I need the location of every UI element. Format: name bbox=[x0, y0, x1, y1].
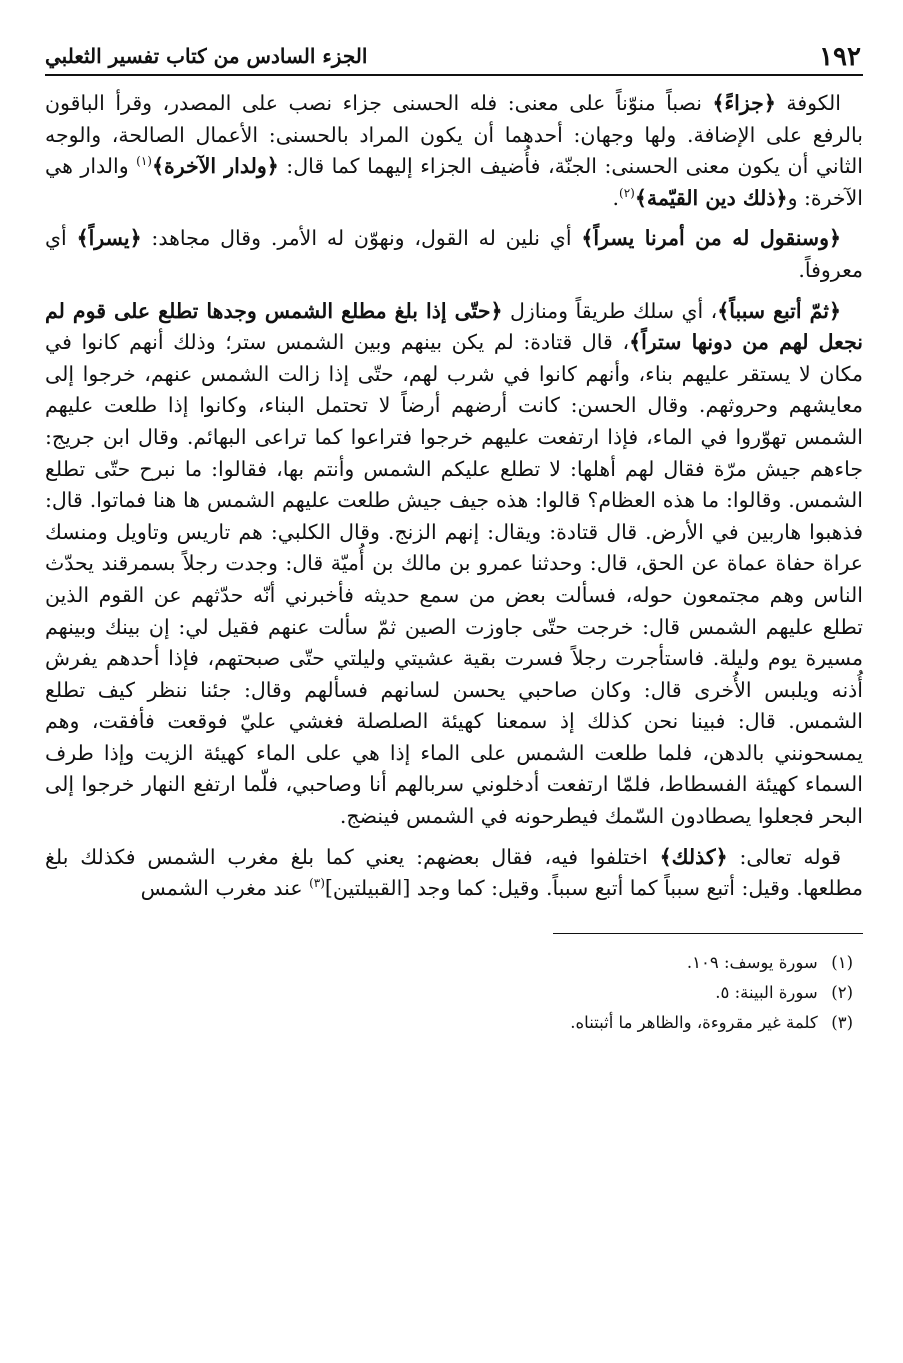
paragraph bbox=[45, 223, 863, 286]
quran-quote: ﴿وسنقول له من أمرنا يسراً﴾ bbox=[581, 226, 841, 251]
text-run: أي معروفاً. bbox=[45, 226, 863, 282]
footnote-number: (١) bbox=[831, 952, 853, 972]
quran-quote: ﴿يسراً﴾ bbox=[76, 226, 142, 251]
footnote-reference: (٣) bbox=[309, 876, 325, 891]
footnote-number: (٣) bbox=[831, 1012, 853, 1032]
text-run: ، قال قتادة: لم يكن بينهم وبين الشمس ستر؛ وذلك أنهم كانوا في مكان لا يستقر عليهم بناء، وأنهم كانوا في شرب لهم، حتّى إذا زالت الشمس عنهم، خرجوا إلى معايشهم وحروثهم. وقال الحسن: كانت أرضهم أرضاً لا تحتمل البناء، وكانوا إذا طلعت عليهم الشمس تهوّروا في الماء، فإذا ارتفعت عليهم خرجوا فتراعوا كما تراعى البهائم. وقال ابن جريج: جاءهم جيش مرّة فقال لهم أهلها: لا تطلع عليكم الشمس وأنتم بها، فقالوا: ما نبرح حتّى تطلع الشمس. وقالوا: ما هذه العظام؟ قالوا: هذه جيف جيش طلعت عليهم الشمس ها هنا فماتوا. قال: فذهبوا هاربين في الأرض. قال قتادة: ويقال: إنهم الزنج. وقال الكلبي: هم تاريس وتاويل ومنسك عراة حفاة عماة عن الحق، قال: وحدثنا عمرو بن مالك بن أُميّة قال: وجدت رجلاً بسمرقند يحدّث الناس وهم مجتمعون حوله، فسألت بعض من سمع حديثه فأخبرني أنّه حدّثهم عن القوم الذين تطلع عليهم الشمس قال: خرجت حتّى جاوزت الصين ثمّ سألت عنهم فقيل لي: إن بينك وبينهم مسيرة يوم وليلة. فاستأجرت رجلاً فسرت بقية عشيتي وليلتي حتّى صبحتهم، فإذا أحدهم يفرش أُذنه ويلبس الأُخرى قال: وكان صاحبي يحسن لسانهم فسألهم وقال: جئنا ننظر كيف تطلع الشمس. قال: فبينا نحن كذلك إذ سمعنا كهيئة الصلصلة فغشي عليّ فوقعت فأفقت، وهم يمسحونني بالدهن، فلما طلعت الشمس على الماء إذا هي على الماء كهيئة الزيت وإذا طرف السماء كهيئة الفسطاط، فلمّا ارتفعت أدخلوني سربالهم أنا وصاحبي، فلّما ارتفع النهار خرجوا إلى البحر فجعلوا يصطادون السّمك فيطرحونه في الشمس فينضج. bbox=[45, 330, 863, 829]
quran-quote: ﴿جزاءً﴾ bbox=[712, 91, 776, 115]
page-number: ١٩٢ bbox=[819, 42, 861, 72]
text-run: الكوفة bbox=[775, 91, 841, 115]
footnote bbox=[45, 948, 863, 978]
footnote bbox=[45, 978, 863, 1008]
footnote-text: سورة يوسف: ١٠٩. bbox=[686, 952, 818, 972]
running-title: الجزء السادس من كتاب تفسير الثعلبي bbox=[45, 44, 368, 68]
paragraph bbox=[45, 296, 863, 833]
quran-quote: ﴿حتّى إذا بلغ مطلع الشمس وجدها تطلع على قوم لم نجعل لهم من دونها ستراً﴾ bbox=[45, 298, 864, 355]
quran-quote: ﴿ذلك دين القيّمة﴾ bbox=[634, 185, 788, 210]
text-run: قوله تعالى: bbox=[727, 844, 841, 869]
page-header bbox=[45, 30, 863, 70]
quran-quote: ﴿ثمّ أتبع سبباً﴾ bbox=[717, 298, 841, 323]
text-run: والدار هي الآخرة: و bbox=[45, 154, 863, 210]
text-run: . bbox=[612, 185, 619, 210]
header-divider bbox=[45, 74, 863, 76]
text-run: عند مغرب الشمس bbox=[140, 876, 310, 901]
text-run: اختلفوا فيه، فقال بعضهم: يعني كما بلغ مغرب الشمس فكذلك بلغ مطلعها. وقيل: أتبع سبباً كما أتبع سبباً. وقيل: كما وجد [القبيلتين] bbox=[45, 844, 863, 901]
main-text bbox=[45, 88, 863, 905]
footnotes bbox=[45, 948, 863, 1038]
text-run: ، أي سلك طريقاً ومنازل bbox=[502, 298, 718, 323]
quran-quote: ﴿كذلك﴾ bbox=[659, 844, 728, 869]
footnote-reference: (١) bbox=[136, 154, 152, 169]
footnote-number: (٢) bbox=[831, 982, 853, 1002]
quran-quote: ﴿ولدار الآخرة﴾ bbox=[151, 154, 279, 179]
paragraph bbox=[45, 842, 863, 905]
footnote-text: كلمة غير مقروءة، والظاهر ما أثبتناه. bbox=[570, 1012, 818, 1032]
text-run: أي نلين له القول، ونهوّن له الأمر. وقال مجاهد: bbox=[141, 226, 582, 251]
footnote-reference: (٢) bbox=[619, 185, 635, 200]
footnote-divider bbox=[553, 933, 863, 934]
footnote bbox=[45, 1008, 863, 1038]
footnote-text: سورة البينة: ٥. bbox=[715, 982, 818, 1002]
text-run: نصباً منوّناً على معنى: فله الحسنى جزاء نصب على المصدر، وقرأ الباقون بالرفع على الإضافة. ولها وجهان: أحدهما أن يكون المراد بالحسنى: الأعمال الصالحة، والوجه الثاني أن يكون معنى الحسنى: الجنّة، فأُضيف الجزاء إليهما كما قال: bbox=[45, 91, 863, 179]
paragraph bbox=[45, 88, 863, 214]
